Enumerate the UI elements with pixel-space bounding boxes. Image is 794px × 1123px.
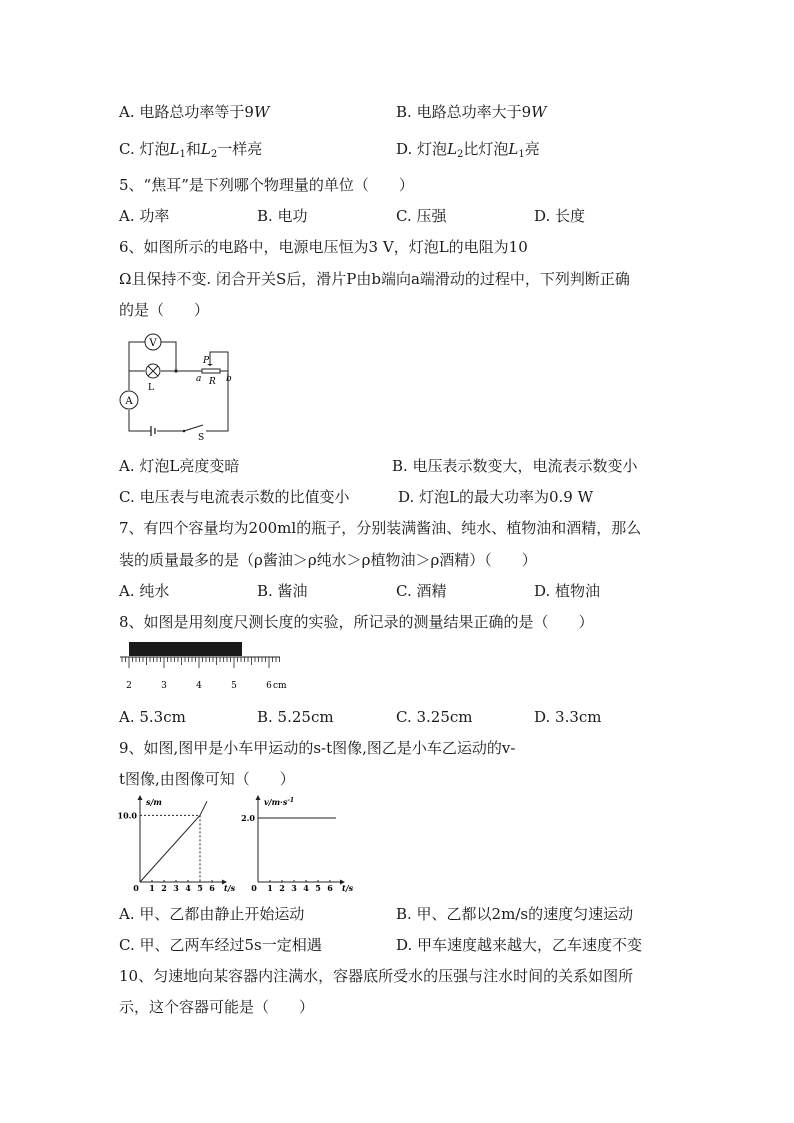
x-tick-label: 5 [197,883,203,893]
q9-option-c: C. 甲、乙两车经过5s一定相遇 [119,936,322,954]
q6-option-d: D. 灯泡L的最大功率为0.9 W [398,488,594,506]
end-b-label: b [226,374,232,384]
y-tick-label: 10.0 [117,810,137,821]
slider-label: P [203,356,210,366]
x-tick-label: 6 [209,883,215,893]
ruler-tick-label: 4 [196,681,202,691]
x-tick-label: 3 [291,883,297,893]
rheostat-symbol [202,369,220,373]
q6-option-b: B. 电压表示数变大，电流表示数变小 [392,457,638,475]
q7-option-a: A. 纯水 [119,582,170,600]
x-axis-label: t/s [224,883,236,893]
ruler-tick-label: 3 [161,681,167,691]
q9-option-a: A. 甲、乙都由静止开始运动 [119,905,305,923]
q9-stem-line2: t图像,由图像可知（ ） [119,770,295,788]
y-axis-arrow [256,795,261,800]
x-tick-label: 4 [185,883,191,893]
q7-option-d: D. 植物油 [534,582,601,600]
y-axis-arrow [138,795,143,800]
switch-label: S [198,433,205,443]
q7-stem-line1: 7、有四个容量均为200ml的瓶子，分别装满酱油、纯水、植物油和酒精，那么 [119,519,642,537]
q10-stem-line1: 10、匀速地向某容器内注满水，容器底所受水的压强与注水时间的关系如图所 [119,967,634,985]
voltmeter-label: V [149,338,157,349]
end-a-label: a [196,374,202,384]
q4-option-a: A. 电路总功率等于9W [119,103,270,121]
ruler-unit: cm [273,681,287,691]
q8-stem: 8、如图是用刻度尺测长度的实验，所记录的测量结果正确的是（ ） [119,613,594,631]
q8-option-c: C. 3.25cm [396,708,473,726]
q5-option-c: C. 压强 [396,207,447,225]
q5-stem: 5、“焦耳”是下列哪个物理量的单位（ ） [119,176,414,194]
q9-chart-yi [236,795,354,893]
x-tick-label: 2 [161,883,167,893]
q7-option-c: C. 酒精 [396,582,447,600]
lamp-label: L [148,383,154,393]
q6-stem-line3: 的是（ ） [119,301,210,319]
ruler-tick-label: 6 [266,681,272,691]
q6-option-a: A. 灯泡L亮度变暗 [119,457,240,475]
x-tick-label: 4 [303,883,309,893]
q6-option-c: C. 电压表与电流表示数的比值变小 [119,488,350,506]
ammeter-label: A [125,396,133,407]
q8-ruler-diagram [118,640,293,696]
y-axis-label: s/m [146,797,162,807]
q6-stem-line2: Ω且保持不变. 闭合开关S后，滑片P由b端向a端滑动的过程中，下列判断正确 [119,270,630,288]
battery-symbol [151,426,155,436]
x-tick-label: 6 [327,883,333,893]
x-tick-label: 5 [315,883,321,893]
q4-option-b: B. 电路总功率大于9W [396,103,547,121]
ruler-tick-label: 2 [126,681,132,691]
q7-option-b: B. 酱油 [257,582,308,600]
q9-option-d: D. 甲车速度越来越大，乙车速度不变 [396,936,643,954]
series-line-甲 [140,815,200,882]
switch-symbol [183,430,186,433]
q8-option-d: D. 3.3cm [534,708,602,726]
q6-stem-line1: 6、如图所示的电路中，电源电压恒为3 V，灯泡L的电阻为10 [119,238,528,256]
x-tick-label: 0 [251,883,257,893]
resistor-label: R [209,377,216,387]
measured-object [129,642,242,656]
q4-option-c: C. 灯泡$L_1$和$L_2$一样亮 [119,140,263,160]
q4-option-d: D. 灯泡$L_2$比灯泡$L_1$亮 [396,140,540,160]
q9-option-b: B. 甲、乙都以2m/s的速度匀速运动 [396,905,634,923]
y-tick-label: 2.0 [241,813,255,823]
x-axis-label: t/s [342,883,354,893]
q6-circuit-diagram [118,330,243,443]
q10-stem-line2: 示，这个容器可能是（ ） [119,998,315,1016]
x-tick-label: 1 [267,883,273,893]
q8-option-a: A. 5.3cm [119,708,186,726]
series-line-extension [200,801,207,815]
x-tick-label: 2 [279,883,285,893]
q7-stem-line2: 装的质量最多的是（ρ酱油＞ρ纯水＞ρ植物油＞ρ酒精）（ ） [119,551,537,569]
q5-option-a: A. 功率 [119,207,170,225]
q9-stem-line1: 9、如图,图甲是小车甲运动的s-t图像,图乙是小车乙运动的v- [119,739,516,757]
q9-chart-jia [117,795,236,893]
q5-option-b: B. 电功 [257,207,308,225]
x-tick-label: 0 [133,883,139,893]
y-axis-label: $v/m\cdot s^{-1}$ [264,797,294,807]
ruler-tick-label: 5 [231,681,237,691]
x-tick-label: 3 [173,883,179,893]
x-tick-label: 1 [149,883,155,893]
q5-option-d: D. 长度 [534,207,586,225]
q8-option-b: B. 5.25cm [257,708,334,726]
